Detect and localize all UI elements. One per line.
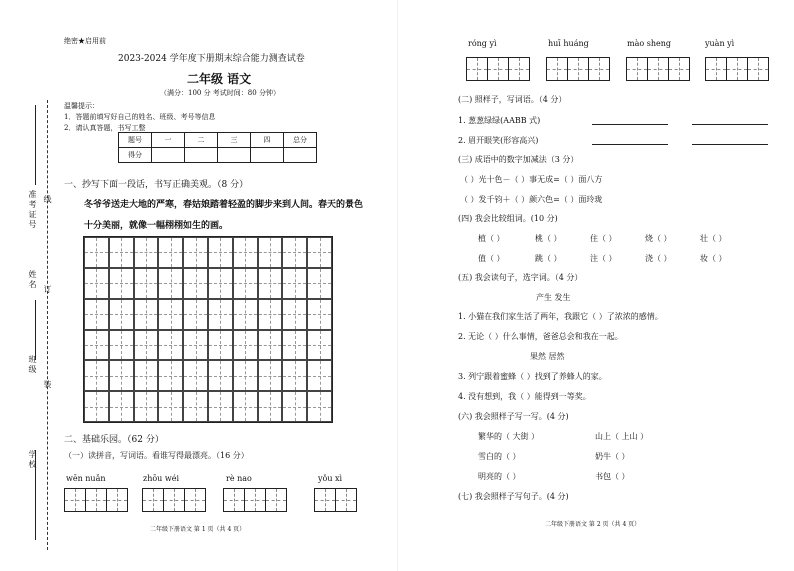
grid-cell[interactable]: [258, 360, 283, 391]
grid-cell[interactable]: [109, 391, 134, 422]
sec5-q4: 4. 没有想到，我（ ）能得到一等奖。: [458, 392, 591, 401]
answer-line[interactable]: [692, 144, 768, 145]
grid-cell[interactable]: [208, 360, 233, 391]
score-table: [118, 132, 317, 163]
word-choice-1: 产生 发生: [536, 293, 571, 302]
q1-passage-line-2: 十分美丽，就像一幅栩栩如生的画。: [84, 221, 229, 231]
answer-line[interactable]: [592, 124, 668, 125]
grid-cell[interactable]: [307, 360, 332, 391]
sec6-item: 奶牛（ ）: [595, 452, 630, 461]
binding-exam-no: 准考证号: [28, 190, 37, 230]
grid-cell[interactable]: [307, 299, 332, 330]
grid-cell[interactable]: [258, 391, 283, 422]
pinyin-label: wēn nuǎn: [66, 474, 106, 483]
score-header: 题号: [119, 133, 152, 148]
q1-title: 一、抄写下面一段话，书写正确美观。（8 分）: [64, 180, 249, 190]
grid-cell[interactable]: [258, 299, 283, 330]
copy-writing-grid[interactable]: [83, 236, 333, 423]
grid-cell[interactable]: [208, 330, 233, 361]
grid-cell[interactable]: [158, 299, 183, 330]
grid-cell[interactable]: [282, 330, 307, 361]
answer-line[interactable]: [592, 144, 668, 145]
compare-word: 妆（ ）: [700, 254, 727, 263]
compare-word: 壮（ ）: [700, 234, 727, 243]
pinyin-label: huī huáng: [548, 39, 589, 48]
stamp-text: 绝密★启用前: [64, 37, 106, 45]
sec6-title: (六) 我会照样子写一写。(4 分): [458, 412, 569, 421]
compare-word: 植（ ）: [478, 234, 505, 243]
tianzi-box[interactable]: [65, 488, 128, 512]
right-footer: 二年级下册语文 第 2 页（共 4 页）: [545, 521, 641, 528]
tip-1: 1．答题前填写好自己的姓名、班级、考号等信息: [64, 113, 216, 121]
compare-word: 值（ ）: [478, 254, 505, 263]
grid-cell[interactable]: [109, 237, 134, 268]
score-value-row: [119, 148, 317, 163]
pinyin-label: mào sheng: [627, 39, 671, 48]
sec5-q2: 2. 无论（ ）什么事情，爸爸总会和我在一起。: [458, 332, 623, 341]
school-write-line[interactable]: [35, 450, 36, 540]
binding-school: 学校: [28, 450, 37, 470]
grid-cell[interactable]: [109, 360, 134, 391]
grid-cell[interactable]: [109, 330, 134, 361]
sec3-row-2: （ ）发千钧＋（ ）颜六色=（ ）面玲珑: [460, 195, 603, 204]
grid-cell[interactable]: [183, 268, 208, 299]
sec2-q1: 1. 葱葱绿绿(AABB 式): [458, 116, 541, 125]
compare-word: 跳（ ）: [535, 254, 562, 263]
sec6-item: 明亮的（ ）: [478, 472, 521, 481]
tianzi-box[interactable]: [627, 57, 690, 81]
sec5-q3: 3. 列宁跟着蜜蜂（ ）找到了养蜂人的家。: [458, 372, 607, 381]
grid-cell[interactable]: [158, 237, 183, 268]
sec4-title: (四) 我会比较组词。(10 分): [458, 214, 558, 223]
compare-word: 浇（ ）: [645, 254, 672, 263]
grid-cell[interactable]: [134, 360, 159, 391]
tip-2: 2．请认真答题，书写工整: [64, 124, 146, 132]
exam-subtitle: 二年级 语文: [187, 72, 252, 86]
grid-cell[interactable]: [258, 268, 283, 299]
tianzi-box[interactable]: [224, 488, 287, 512]
grid-cell[interactable]: [183, 391, 208, 422]
grid-cell[interactable]: [307, 268, 332, 299]
sec6-item: 雪白的（ ）: [478, 452, 521, 461]
grid-cell[interactable]: [282, 237, 307, 268]
grid-cell[interactable]: [84, 299, 109, 330]
grid-cell[interactable]: [158, 268, 183, 299]
grid-cell[interactable]: [282, 391, 307, 422]
pinyin-label: zhōu wéi: [143, 474, 180, 483]
grid-cell[interactable]: [134, 299, 159, 330]
grid-cell[interactable]: [134, 330, 159, 361]
grid-cell[interactable]: [233, 299, 258, 330]
grid-cell[interactable]: [233, 237, 258, 268]
grid-cell[interactable]: [233, 360, 258, 391]
score-row-label: 得分: [119, 148, 152, 163]
sec6-item: 山上（ 上山 ）: [595, 432, 649, 441]
score-header-row: [119, 133, 317, 148]
grid-cell[interactable]: [134, 268, 159, 299]
score-cell[interactable]: [284, 148, 317, 163]
grid-cell[interactable]: [158, 391, 183, 422]
grid-cell[interactable]: [208, 237, 233, 268]
grid-cell[interactable]: [258, 237, 283, 268]
pinyin-label: yuàn yì: [705, 39, 735, 48]
tianzi-box[interactable]: [706, 57, 769, 81]
tianzi-box[interactable]: [467, 57, 530, 81]
binding-class: 班级: [28, 355, 37, 375]
exam-meta: （满分：100 分 考试时间：80 分钟）: [160, 89, 280, 97]
score-header: 四: [251, 133, 284, 148]
grid-cell[interactable]: [282, 268, 307, 299]
grid-cell[interactable]: [183, 299, 208, 330]
grid-cell[interactable]: [183, 330, 208, 361]
sec2-q2: 2. 眉开眼笑(形容高兴): [458, 136, 539, 145]
grid-cell[interactable]: [134, 237, 159, 268]
sec3-title: (三) 成语中的数字加减法（3 分）: [458, 155, 579, 164]
grid-cell[interactable]: [134, 391, 159, 422]
grid-cell[interactable]: [307, 391, 332, 422]
grid-cell[interactable]: [208, 268, 233, 299]
grid-cell[interactable]: [282, 360, 307, 391]
q1-passage-line-1: 冬爷爷送走大地的严寒，春姑娘踏着轻盈的脚步来到人间。春天的景色: [84, 200, 364, 210]
score-header: 一: [152, 133, 185, 148]
grid-cell[interactable]: [84, 237, 109, 268]
grid-cell[interactable]: [233, 268, 258, 299]
tianzi-box[interactable]: [315, 488, 357, 512]
score-header: 二: [185, 133, 218, 148]
exam-title: 2023-2024 学年度下册期末综合能力测查试卷: [118, 54, 305, 64]
grid-cell[interactable]: [307, 330, 332, 361]
grid-cell[interactable]: [84, 330, 109, 361]
grid-cell[interactable]: [158, 360, 183, 391]
compare-word: 桃（ ）: [535, 234, 562, 243]
binding-mark-ding: 订: [43, 285, 52, 295]
q2-sub1-title: （一）读拼音，写词语。看谁写得最漂亮。（16 分）: [64, 451, 249, 460]
sec5-q1: 1. 小猫在我们家生活了两年，我跟它（ ）了浓浓的感情。: [458, 312, 663, 321]
page-divider: [397, 0, 398, 571]
compare-word: 住（ ）: [590, 234, 617, 243]
score-cell[interactable]: [251, 148, 284, 163]
grid-cell[interactable]: [233, 391, 258, 422]
score-header: 三: [218, 133, 251, 148]
grid-cell[interactable]: [307, 237, 332, 268]
binding-line: [47, 100, 48, 550]
answer-line[interactable]: [692, 124, 768, 125]
binding-mark-xian: 线: [43, 195, 52, 205]
grid-cell[interactable]: [233, 330, 258, 361]
grid-cell[interactable]: [183, 237, 208, 268]
score-cell[interactable]: [218, 148, 251, 163]
grid-cell[interactable]: [258, 330, 283, 361]
pinyin-label: róng yì: [468, 39, 497, 48]
q2-title: 二、基础乐园。（62 分）: [64, 435, 164, 445]
sec5-title: (五) 我会读句子，选字词。（4 分）: [458, 273, 583, 282]
grid-cell[interactable]: [84, 391, 109, 422]
sec3-row-1: （ ）光十色－（ ）事无成=（ ）面八方: [460, 175, 603, 184]
grid-cell[interactable]: [84, 268, 109, 299]
tianzi-box[interactable]: [547, 57, 610, 81]
sec2-title: (二) 照样子，写词语。（4 分）: [458, 95, 567, 104]
grid-cell[interactable]: [208, 391, 233, 422]
compare-word: 烧（ ）: [645, 234, 672, 243]
grid-cell[interactable]: [282, 299, 307, 330]
score-header: 总分: [284, 133, 317, 148]
sec6-item: 繁华的（ 大街 ）: [478, 432, 540, 441]
left-footer: 二年级下册语文 第 1 页（共 4 页）: [150, 526, 246, 533]
grid-cell[interactable]: [158, 330, 183, 361]
pinyin-label: rè nao: [226, 474, 252, 483]
binding-mark-zhuang: 装: [43, 380, 52, 390]
grid-cell[interactable]: [84, 360, 109, 391]
grid-cell[interactable]: [109, 268, 134, 299]
class-write-line[interactable]: [35, 300, 36, 360]
grid-cell[interactable]: [208, 299, 233, 330]
pinyin-label: yǒu xì: [318, 474, 343, 483]
exam-no-write-line[interactable]: [35, 105, 36, 185]
score-cell[interactable]: [185, 148, 218, 163]
binding-name: 姓名: [28, 270, 37, 290]
word-choice-2: 果然 居然: [530, 352, 565, 361]
sec7-title: (七) 我会照样子写句子。(4 分): [458, 492, 569, 501]
grid-cell[interactable]: [109, 299, 134, 330]
sec6-item: 书包（ ）: [595, 472, 630, 481]
tips-title: 温馨提示：: [64, 102, 99, 110]
compare-word: 注（ ）: [590, 254, 617, 263]
grid-cell[interactable]: [183, 360, 208, 391]
score-cell[interactable]: [152, 148, 185, 163]
tianzi-box[interactable]: [143, 488, 206, 512]
